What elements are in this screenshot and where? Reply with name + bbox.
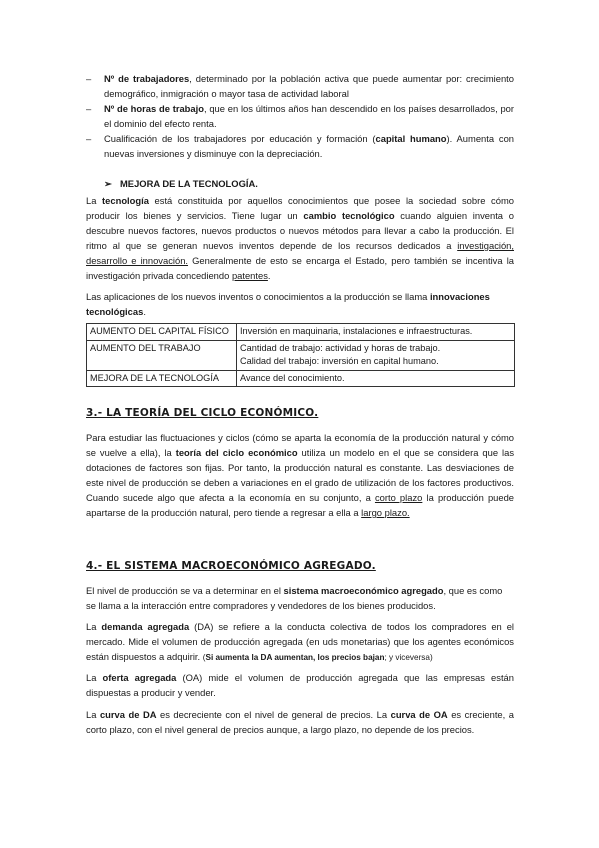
underlined-text: patentes [231,270,268,281]
term-bold: oferta agregada [102,672,177,683]
text: cuando alguien inventa o descubre nuevos factores, nuevos productos o nuevos métodos para llevar a cabo la producción. El ritmo al que se generan nuevos inventos depende de los recursos dedicados a [86,210,514,251]
table-row [87,324,515,341]
term-bold: Nº de trabajadores [104,73,190,84]
text: Las aplicaciones de los nuevos inventos o conocimientos a la producción se llama [86,291,430,302]
table-cell-value [237,370,515,387]
text: (DA) se refiere a la conducta colectiva de todos los compradores en el mercado. Mide el volumen de producción agregada (en uds monetarias) que los agentes económicos están dispuestos a adquirir. [86,621,514,662]
cell-line: Avance del conocimiento. [240,372,345,383]
section-title [86,559,514,574]
paragraph [86,707,514,737]
summary-table [86,323,515,387]
text: La [86,709,100,720]
text: la producción puede apartarse de la producción natural, pero tiende a regresar a ella a [86,492,515,518]
term-bold: demanda agregada [101,621,190,632]
arrow-bullet-icon: ➢ [104,178,112,189]
term-bold: Si aumenta la DA aumentan, los precios bajan [205,653,385,662]
list-item-text [104,131,514,161]
text: utiliza un modelo en el que se considera que las dotaciones de factores son fijas. Por tanto, la producción natural es constante. Las desviaciones de este nivel de producción se deben a variaciones en el grado de utilización de los factores productivos. Cuando sucede algo que afecta a la economía en su conjunto, a [86,447,515,503]
list-text: , que en los últimos años han descendido en los países desarrollados, por el dominio del efecto renta. [104,103,515,129]
table-cell-label: AUMENTO DEL TRABAJO [87,340,237,370]
paragraph [86,670,514,700]
dash-bullet: – [86,133,92,144]
term-bold: tecnología [102,195,149,206]
text: , que es como se llama a la interacción entre compradores y vendedores de los bienes producidos. [86,585,503,611]
term-bold: teoría del ciclo económico [175,447,298,458]
table-cell-value [237,340,515,370]
paragraph [86,289,514,319]
underlined-text: largo plazo. [361,507,410,518]
paragraph [86,430,514,520]
text: está constituida por aquellos conocimientos que posee la sociedad sobre cómo producir los bienes y servicios. Tiene lugar un [86,195,514,221]
list-text: Cualificación de los trabajadores por educación y formación ( [104,133,376,144]
table-row [87,370,515,387]
term-bold: innovaciones tecnológicas [86,291,490,317]
text: ; y viceversa) [384,653,433,662]
table-cell-label: AUMENTO DEL CAPITAL FÍSICO [87,324,237,341]
table-cell-value [237,324,515,341]
list-item-text [104,71,514,101]
text: La [86,672,103,683]
list-text: ). Aumenta con nuevas inversiones y disminuye con la depreciación. [104,133,515,159]
text: El nivel de producción se va a determinar en el [86,585,284,596]
dash-bullet: – [86,73,92,84]
section-title-text: 3.- LA TEORÍA DEL CICLO ECONÓMICO. [86,407,319,419]
text: Generalmente de esto se encarga el Estado, pero también se incentiva la investigación privada concediendo [86,255,514,281]
heading-text: MEJORA DE LA TECNOLOGÍA. [120,178,258,189]
cell-line: Calidad del trabajo: inversión en capital humano. [240,356,439,366]
small-note [203,653,433,662]
subsection-heading [104,176,258,191]
dash-bullet: – [86,103,92,114]
text: La [86,195,103,206]
text: (OA) mide el volumen de producción agregada que las empresas están dispuestas a producir y vender. [86,672,514,698]
term-bold: capital humano [375,133,447,144]
term-bold: sistema macroeconómico agregado [283,585,444,596]
cell-line: Cantidad de trabajo: actividad y horas de trabajo. [240,342,441,353]
text: Para estudiar las fluctuaciones y ciclos (cómo se aparta la economía de la producción natural y cómo se vuelve a ella), la [86,432,514,458]
paragraph [86,193,514,283]
list-text: , determinado por la población activa que puede aumentar por: crecimiento demográfico, inmigración o mayor tasa de actividad laboral [104,73,514,99]
section-title-text: 4.- EL SISTEMA MACROECONÓMICO AGREGADO. [86,560,376,572]
text: es decreciente con el nivel de general de precios. La [156,709,391,720]
text: La [86,621,102,632]
table-row [87,340,515,370]
text: ( [202,653,206,662]
text: . [267,270,271,281]
paragraph [86,583,514,613]
section-title [86,406,514,421]
paragraph [86,619,514,665]
text: . [143,306,146,317]
cell-line: Inversión en maquinaria, instalaciones e infraestructuras. [240,326,473,336]
term-bold: cambio tecnológico [303,210,395,221]
underlined-text: corto plazo [374,492,423,503]
list-item-text [104,101,514,131]
term-bold: curva de DA [99,709,157,720]
underlined-text: investigación, desarrollo e innovación. [86,240,514,266]
table-cell-label: MEJORA DE LA TECNOLOGÍA [87,370,237,387]
text: es creciente, a corto plazo, con el nivel general de precios aunque, a largo plazo, no depende de los precios. [86,709,514,735]
term-bold: curva de OA [390,709,448,720]
term-bold: Nº de horas de trabajo [104,103,204,114]
